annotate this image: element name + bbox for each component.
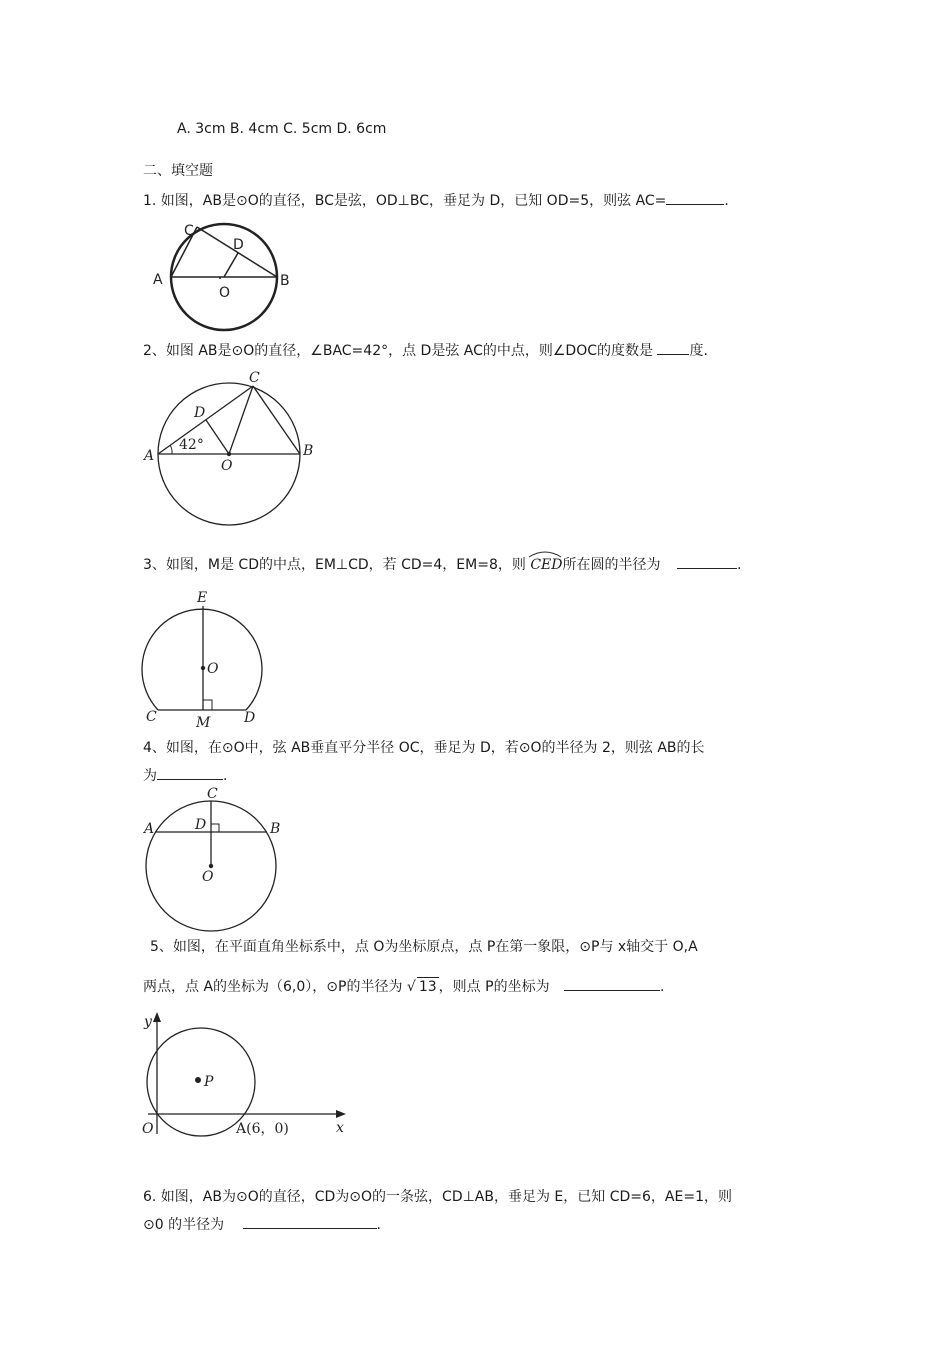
q5-label-y: y	[144, 1014, 152, 1030]
question-3-text: 3、如图，M是 CD的中点，EM⊥CD，若 CD=4，EM=8，则	[143, 557, 526, 573]
q2-label-b: B	[303, 443, 314, 459]
q3-label-e: E	[197, 590, 208, 606]
q3-label-m: M	[196, 715, 211, 731]
question-3: 3、如图，M是 CD的中点，EM⊥CD，若 CD=4，EM=8，则 CED所在圆的半径为 .	[143, 554, 741, 574]
question-2: 2、如图 AB是⊙O的直径，∠BAC=42°，点 D是弦 AC的中点，则∠DOC的度数是 度.	[143, 340, 708, 360]
q4-label-o: O	[202, 869, 214, 885]
question-1-text: 1. 如图，AB是⊙O的直径，BC是弦，OD⊥BC，垂足为 D，已知 OD=5，则弦 AC=	[143, 193, 667, 209]
answer-blank-1[interactable]	[666, 190, 724, 205]
answer-blank-3[interactable]	[677, 554, 737, 569]
q1-label-c: C	[184, 223, 194, 239]
options-line: A. 3cm B. 4cm C. 5cm D. 6cm	[177, 121, 387, 137]
sqrt-13: 13	[418, 979, 437, 995]
question-5: 5、如图，在平面直角坐标系中，点 O为坐标原点，点 P在第一象限，⊙P与 x轴交于 O,A	[150, 939, 698, 955]
q4-label-b: B	[270, 821, 281, 837]
q1-label-a: A	[153, 272, 163, 288]
arc-ced: CED	[530, 554, 562, 573]
q4-label-d: D	[195, 817, 207, 833]
q1-label-d: D	[233, 237, 244, 253]
question-6: 6. 如图，AB为⊙O的直径，CD为⊙O的一条弦，CD⊥AB，垂足为 E，已知 CD=6，AE=1，则	[143, 1189, 732, 1205]
q1-label-o: O	[219, 285, 231, 301]
q2-label-c: C	[249, 370, 260, 386]
q2-label-d: D	[194, 405, 206, 421]
question-4: 4、如图，在⊙O中，弦 AB垂直平分半径 OC，垂足为 D，若⊙O的半径为 2，则弦 AB的长	[143, 740, 705, 756]
question-1: 1. 如图，AB是⊙O的直径，BC是弦，OD⊥BC，垂足为 D，已知 OD=5，则弦 AC= .	[143, 190, 729, 210]
figure-q1	[150, 222, 310, 337]
question-6-line2: ⊙0 的半径为 .	[143, 1214, 381, 1234]
question-2-text: 2、如图 AB是⊙O的直径，∠BAC=42°，点 D是弦 AC的中点，则∠DOC的度数是	[143, 343, 654, 359]
figure-q4	[142, 783, 292, 933]
q2-label-angle: 42°	[179, 437, 204, 453]
q4-label-c: C	[207, 786, 218, 802]
q5-label-o: O	[142, 1121, 154, 1137]
q4-label-a: A	[144, 821, 155, 837]
q2-label-a: A	[144, 448, 155, 464]
q3-label-c: C	[146, 709, 157, 725]
q2-label-o: O	[221, 458, 233, 474]
question-4-line2: 为 .	[143, 765, 227, 785]
q1-label-b: B	[280, 273, 290, 289]
answer-blank-4[interactable]	[157, 765, 223, 780]
sqrt-symbol: √	[406, 979, 416, 995]
figure-q2	[142, 368, 322, 528]
figure-q5	[140, 1010, 360, 1145]
question-5-line2: 两点，点 A的坐标为（6,0），⊙P的半径为 √ 13 ，则点 P的坐标为 .	[143, 976, 664, 996]
section-title: 二、填空题	[143, 163, 213, 179]
q5-label-p: P	[204, 1074, 214, 1090]
q5-label-x: x	[336, 1120, 344, 1136]
answer-blank-5[interactable]	[564, 976, 660, 991]
answer-blank-6[interactable]	[243, 1214, 377, 1229]
q3-label-o: O	[207, 661, 219, 677]
q3-label-d: D	[244, 710, 256, 726]
figure-q3	[140, 588, 280, 731]
answer-blank-2[interactable]	[657, 340, 689, 355]
q5-label-a: A(6，0)	[236, 1121, 289, 1137]
